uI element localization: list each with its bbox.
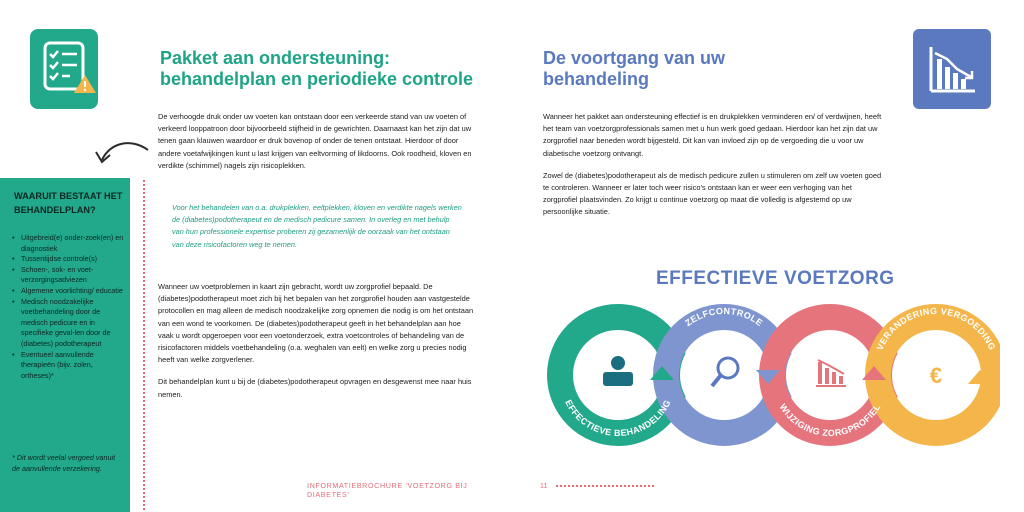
- paragraph: Dit behandelplan kunt u bij de (diabetes)podotherapeut opvragen en desgewenst mee naar huis nemen.: [158, 377, 472, 399]
- paragraph: Wanneer uw voetproblemen in kaart zijn gebracht, wordt uw zorgprofiel bepaald. De (diabetes)podotherapeut moet zich bij het bepalen van het zorgprofiel houden aan vastgestelde protocollen en mag alleen de medisch noodzakelijke zorg opnemen die nodig is om het ontstaan van een wond te voorkomen. De (diabetes)podotherapeut geeft in het behandelplan aan hoe vaak u wordt opgeroepen voor een voetonderzoek, extra voetcontroles of behandeling van de risicofactoren middels voetbehandeling (o.a. weghalen van eelt) en welke zorg u precies nodig heeft van welke zorgverlener.: [158, 282, 474, 365]
- sidebar-footnote: * Dit wordt veelal vergoed vanuit de aanvullende verzekering.: [12, 453, 116, 473]
- quote-text: Voor het behandelen van o.a. drukplekken, eeltplekken, kloven en verdikte nagels werken de (diabetes)podotherapeut en de medisch pedicure samen. In overleg en met behulp van hun professionele expertise proberen zij gezamenlijk de oorzaak van het ontstaan van deze risicofactoren weg te nemen.: [172, 203, 462, 249]
- title-line: Pakket aan ondersteuning:: [160, 48, 391, 68]
- paragraph: Wanneer het pakket aan ondersteuning effectief is en drukplekken verminderen en/ of verdwijnen, heeft het team van voetzorgprofessionals samen met u hun werk goed gedaan. Hierdoor kan het zijn dat uw zorgprofiel naar beneden wordt bijgesteld. Dit kan van invloed zijn op de vergoeding die u voor uw diabetische voetzorg ontvangt.: [543, 112, 882, 158]
- page-number: 11: [540, 481, 548, 490]
- step-label: VERANDERING VERGOEDING: [874, 305, 998, 352]
- sidebar-title-line: WAARUIT BESTAAT HET: [14, 191, 123, 201]
- footer-title: INFORMATIEBROCHURE ‘VOETZORG BIJ DIABETES’: [307, 481, 468, 499]
- infographic-cycle: [540, 300, 1000, 450]
- list-item: • Schoen-, sok- en voet-verzorgingsadviezen: [12, 265, 124, 286]
- list-item: • Eventueel aanvullende therapieën (bijv. zolen, ortheses)*: [12, 350, 124, 382]
- sidebar-box: [0, 178, 130, 512]
- sidebar-list: [12, 233, 124, 381]
- list-item: • Tussentijdse controle(s): [12, 254, 124, 265]
- curved-arrow-icon: [92, 138, 152, 178]
- title-line: behandeling: [543, 69, 650, 89]
- paragraph: De verhoogde druk onder uw voeten kan ontstaan door een verkeerde stand van uw voeten of verkeerd looppatroon door bijvoorbeeld stijfheid in de gewrichten. Daarnaast kan het zijn dat uw tenen gaan klauwen waardoor er druk bovenop of onder de tenen ontstaat. Hierdoor of door andere voetafwijkingen kunt u last krijgen van eeltvorming of likdoorns. Ook roodheid, kloven en verdikte (schimmel) nagels zijn risicoplekken.: [158, 112, 472, 170]
- sidebar-title-line: BEHANDELPLAN?: [14, 205, 96, 215]
- step-label: EFFECTIEVE BEHANDELING: [563, 398, 673, 439]
- sidebar-title: [14, 189, 124, 217]
- title-line: behandelplan en periodieke controle: [160, 69, 474, 89]
- declining-chart-icon: [913, 29, 991, 109]
- paragraph: Zowel de (diabetes)podotherapeut als de medisch pedicure zullen u stimuleren om zelf uw voeten goed te controleren. Wanneer er later toch weer risico’s ontstaan kan er weer een verhoging van het zorgprofiel plaatsvinden. Zo krijgt u continue voetzorg op maat die volledig is afgestemd op uw persoonlijke situatie.: [543, 170, 882, 217]
- body-text: [158, 281, 478, 411]
- list-item: • Algemene voorlichting/ educatie: [12, 286, 124, 297]
- dotted-divider: [143, 180, 145, 510]
- page-title: [160, 48, 500, 90]
- step-label: ZELFCONTROLE: [683, 305, 765, 329]
- right-page-title: [543, 48, 843, 90]
- footer-dotted-line: [556, 485, 654, 487]
- title-line: De voortgang van uw: [543, 48, 726, 68]
- list-item: • Medisch noodzakelijke voetbehandeling door de medisch pedicure en in specifieke geval-len door de (diabetes) podotherapeut: [12, 297, 124, 350]
- right-body-text: [543, 111, 883, 229]
- infographic-title: EFFECTIEVE VOETZORG: [656, 268, 895, 289]
- svg-text:€: €: [929, 363, 943, 388]
- checklist-warning-icon: [30, 29, 98, 109]
- intro-text: [158, 111, 478, 182]
- step-label: WIJZIGING ZORGPROFIEL: [777, 401, 883, 439]
- list-item: • Uitgebreid(e) onder-zoek(en) en diagnostiek: [12, 233, 124, 254]
- euro-icon: [930, 363, 942, 388]
